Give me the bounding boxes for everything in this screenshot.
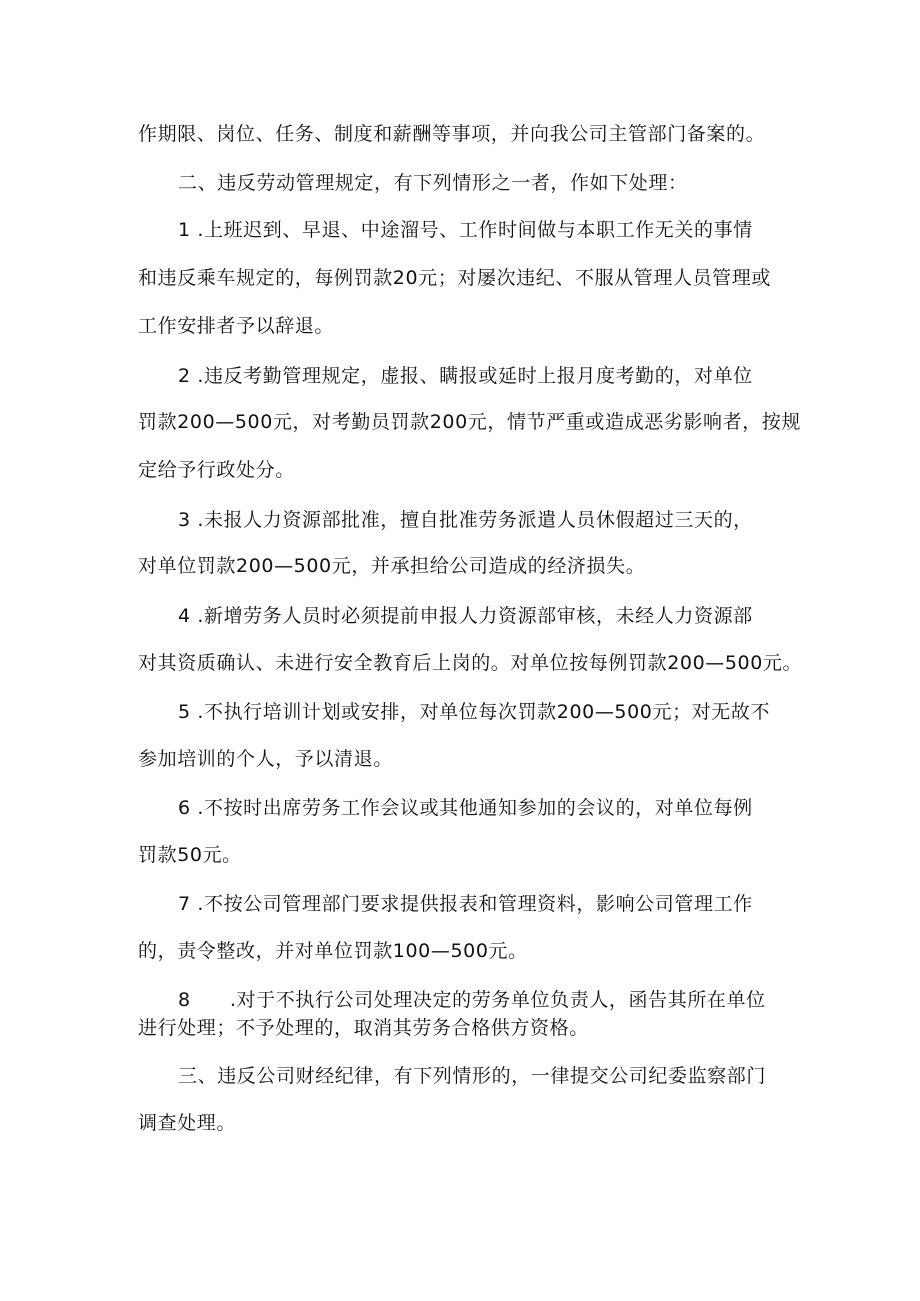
item-4-line-1: 4 .新增劳务人员时必须提前申报人力资源部审核，未经人力资源部 <box>178 605 753 627</box>
item-5-line-1: 5 .不执行培训计划或安排，对单位每次罚款200—500元；对无故不 <box>178 701 771 723</box>
item-8-line-1: 8 .对于不执行公司处理决定的劳务单位负责人，函告其所在单位 <box>178 989 766 1011</box>
item-6-line-2: 罚款50元。 <box>138 844 242 866</box>
item-3-line-1: 3 .未报人力资源部批准，擅自批准劳务派遣人员休假超过三天的， <box>178 509 753 531</box>
item-1-line-1: 1 .上班迟到、早退、中途溜号、工作时间做与本职工作无关的事情 <box>178 219 753 241</box>
section-heading-3-line-2: 调查处理。 <box>138 1112 237 1134</box>
item-1-line-3: 工作安排者予以辞退。 <box>138 315 335 337</box>
item-2-line-1: 2 .违反考勤管理规定，虚报、瞒报或延时上报月度考勤的，对单位 <box>178 365 753 387</box>
item-2-line-3: 定给予行政处分。 <box>138 459 295 481</box>
text-line: 作期限、岗位、任务、制度和薪酬等事项，并向我公司主管部门备案的。 <box>138 123 766 145</box>
item-2-line-2: 罚款200—500元，对考勤员罚款200元，情节严重或造成恶劣影响者，按规 <box>138 411 801 433</box>
item-8-line-2: 进行处理；不予处理的，取消其劳务合格供方资格。 <box>138 1017 589 1039</box>
item-6-line-1: 6 .不按时出席劳务工作会议或其他通知参加的会议的，对单位每例 <box>178 797 753 819</box>
item-7-line-1: 7 .不按公司管理部门要求提供报表和管理资料，影响公司管理工作 <box>178 893 753 915</box>
item-5-line-2: 参加培训的个人，予以清退。 <box>138 748 393 770</box>
item-7-line-2: 的，责令整改，并对单位罚款100—500元。 <box>138 940 528 962</box>
item-4-line-2: 对其资质确认、未进行安全教育后上岗的。对单位按每例罚款200—500元。 <box>138 652 803 674</box>
section-heading-2: 二、违反劳动管理规定，有下列情形之一者，作如下处理： <box>178 172 688 194</box>
item-3-line-2: 对单位罚款200—500元，并承担给公司造成的经济损失。 <box>138 555 646 577</box>
item-1-line-2: 和违反乘车规定的，每例罚款20元；对屡次违纪、不服从管理人员管理或 <box>138 267 771 289</box>
section-heading-3-line-1: 三、违反公司财经纪律，有下列情形的，一律提交公司纪委监察部门 <box>178 1065 767 1087</box>
